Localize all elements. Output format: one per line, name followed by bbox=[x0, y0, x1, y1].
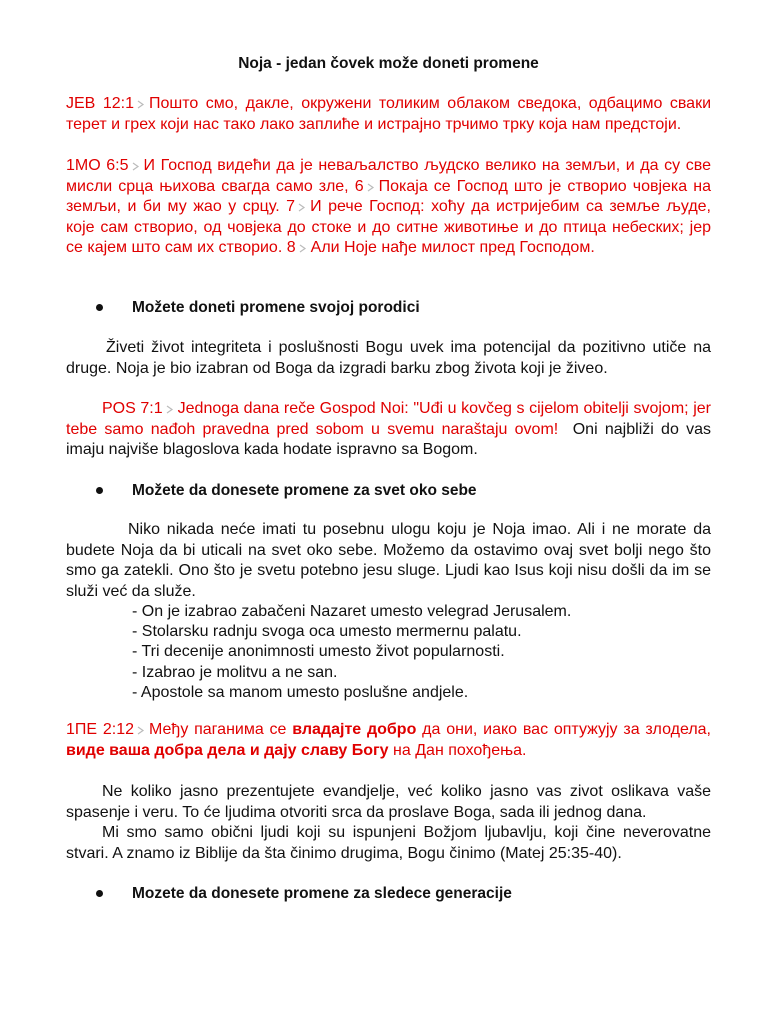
list-item: - Tri decenije anonimnosti umesto život popularnosti. bbox=[132, 643, 505, 661]
verse-ref[interactable]: POS 7:1 bbox=[102, 400, 163, 417]
verse-hebrews bbox=[66, 94, 711, 135]
verse-emphasis: владајте добро bbox=[292, 721, 417, 738]
verse-genesis bbox=[66, 156, 711, 259]
bullet-icon bbox=[96, 890, 103, 897]
document-title: Noja - jedan čovek može doneti promene bbox=[238, 55, 539, 72]
verse-marker-icon[interactable] bbox=[367, 183, 375, 192]
verse-text: Али Ноје нађе милост пред Господом. bbox=[310, 239, 595, 257]
verse-text: Међу паганима се bbox=[149, 721, 287, 738]
verse-marker-icon[interactable] bbox=[298, 203, 306, 212]
verse-marker-icon[interactable] bbox=[166, 405, 174, 414]
paragraph-servants: Niko nikada neće imati tu posebnu ulogu koju je Noja imao. Ali i ne morate da budete Noja da bi uticali na svet oko sebe. Možemo da ostavimo ovaj svet bolji nego što smo ga zatekli. Ono što je svetu potebno jesu sluge. Ljudi kao Isus koji nisu došli da im se služi već da služe. bbox=[66, 521, 711, 600]
verse-commentary: Oni najbliži do vas imaju najviše blagoslova kada hodate ispravno sa Bogom. bbox=[66, 420, 712, 459]
verse-text: Покаја се Господ што је створио човјека на земљи, и би му жао у срцу. bbox=[66, 177, 711, 216]
verse-marker-icon[interactable] bbox=[132, 162, 140, 171]
verse-marker-icon[interactable] bbox=[137, 100, 145, 109]
verse-text: Jednoga dana reče Gospod Noi: "Uđi u kovčeg s cijelom obitelji svojom; jer tebe samo nađoh pravedna pred sobom u svemu naraštaju ovom! bbox=[66, 400, 711, 438]
bullet-heading-text: Mozete da donesete promene za sledece generacije bbox=[132, 885, 512, 902]
verse-number[interactable]: 6 bbox=[354, 177, 364, 195]
paragraph-ordinary-people: Mi smo samo obični ljudi koji su ispunjeni Božjom ljubavlju, koji čine neverovatne stvari. A znamo iz Biblije da šta činimo drugima, Bogu činimo (Matej 25:35-40). bbox=[66, 824, 711, 862]
paragraph-integrity: Živeti život integriteta i poslušnosti Bogu uvek ima potencijal da pozitivno utiče na druge. Noja je bio izabran od Boga da izgradi barku zbog života koji je živeo. bbox=[66, 339, 711, 377]
verse-emphasis: виде ваша добра дела и дају славу Богу bbox=[66, 741, 389, 759]
verse-ref[interactable]: 1MO 6:5 bbox=[66, 157, 129, 174]
list-item: - On je izabrao zabačeni Nazaret umesto velegrad Jerusalem. bbox=[132, 603, 572, 620]
bullet-icon bbox=[96, 487, 103, 494]
verse-text: да они, иако вас оптужују за злодела, bbox=[422, 721, 712, 738]
bullet-icon bbox=[96, 304, 103, 311]
verse-text: Пошто смо, дакле, окружени толиким облаком сведока, одбацимо сваки терет и грех који нас тако лако заплиће и истрајно трчимо трку која нам предстоји. bbox=[66, 95, 712, 133]
list-item: - Apostole sa manom umesto poslušne andjele. bbox=[132, 683, 469, 701]
verse-peter bbox=[66, 720, 711, 761]
verse-text: И Господ видећи да је неваљалство људско велико на земљи, и да су све мисли срца њихова свагда само зле, bbox=[66, 157, 711, 195]
verse-ref[interactable]: JEB 12:1 bbox=[66, 95, 134, 112]
bullet-heading-text: Možete doneti promene svojoj porodici bbox=[132, 299, 420, 316]
verse-text: на Дан похођења. bbox=[393, 741, 527, 759]
paragraph-gospel: Ne koliko jasno prezentujete evandjelje, već koliko jasno vas zivot oslikava vaše spasenje i veru. To će ljudima otvoriti srca da proslave Boga, sada ili jednog dana. bbox=[66, 783, 711, 821]
list-item: - Izabrao je molitvu a ne san. bbox=[132, 663, 338, 681]
verse-genesis-7 bbox=[66, 399, 711, 461]
bullet-heading-text: Možete da donesete promene za svet oko sebe bbox=[132, 482, 477, 499]
verse-ref[interactable]: 1ПЕ 2:12 bbox=[66, 721, 135, 738]
verse-marker-icon[interactable] bbox=[137, 726, 145, 735]
verse-number[interactable]: 7 bbox=[286, 198, 296, 216]
verse-marker-icon[interactable] bbox=[299, 244, 307, 253]
verse-number[interactable]: 8 bbox=[286, 239, 296, 257]
verse-text: И рече Господ: хоћу да истријебим са земље људе, које сам створио, од човјека до стоке и до ситне животиње и до птица небеских; јер се кајем што сам их створио. bbox=[66, 198, 712, 257]
dash-list bbox=[132, 602, 571, 703]
list-item: - Stolarsku radnju svoga oca umesto mermernu palatu. bbox=[132, 623, 522, 641]
